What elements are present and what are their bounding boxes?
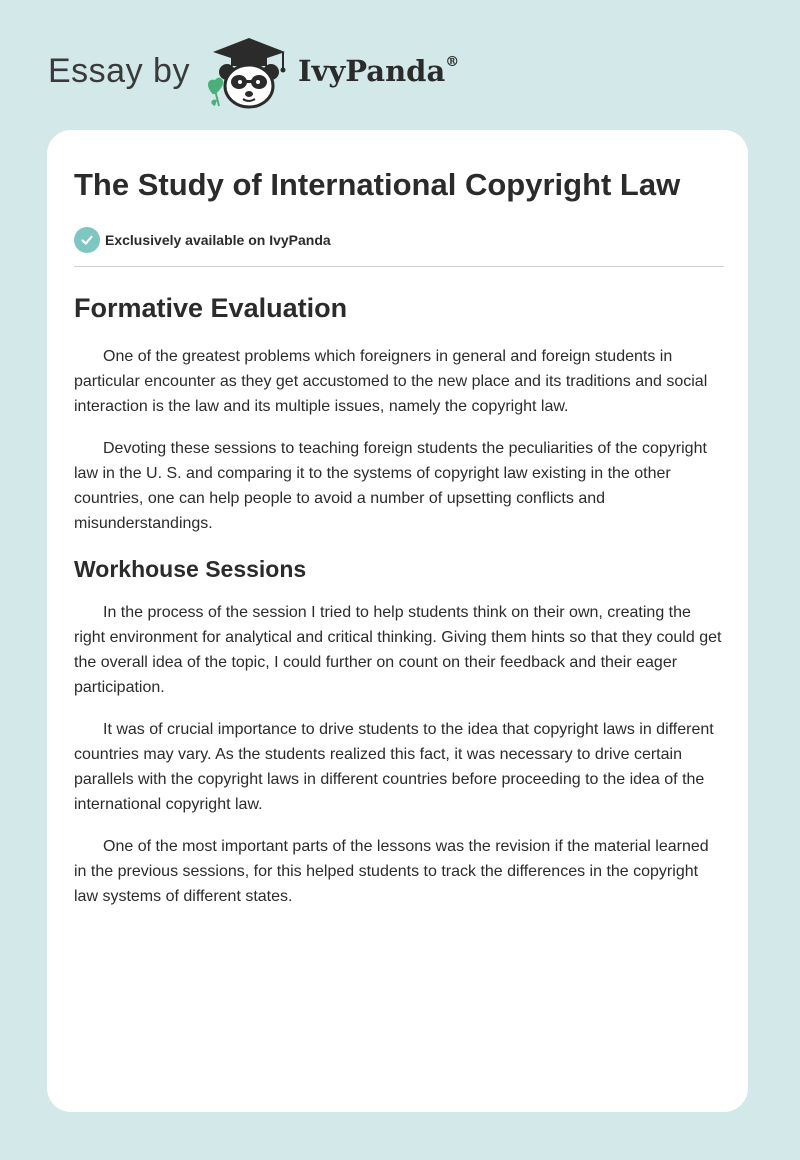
essay-card [47,130,748,1112]
paragraph: One of the greatest problems which foreigners in general and foreign students in particular encounter as they get accustomed to the new place and its traditions and social interaction is the law and its multiple issues, namely the copyright law. [74,348,708,415]
brand-name [298,54,459,88]
registered-mark: ® [445,54,460,71]
essay-by-label: Essay by [48,52,190,90]
section-heading-formative-evaluation: Formative Evaluation [74,293,348,323]
exclusive-badge [74,226,724,254]
paragraph: Devoting these sessions to teaching foreign students the peculiarities of the copyright law in the U. S. and comparing it to the systems of copyright law existing in the other countries, one can help people to avoid a number of upsetting conflicts and misunderstandings. [74,440,707,532]
section-heading-workhouse-sessions: Workhouse Sessions [74,556,307,582]
check-icon [74,227,100,253]
paragraph: One of the most important parts of the lessons was the revision if the material learned in the previous sessions, for this helped students to track the differences in the copyright law systems of different states. [74,838,709,905]
panda-graduate-icon [203,34,295,110]
brand-label: IvyPanda [298,54,446,88]
paragraph: In the process of the session I tried to help students think on their own, creating the right environment for analytical and critical thinking. Giving them hints so that they could get the overall idea of the topic, I could further on count on their feedback and their eager participation. [74,604,722,696]
site-header [48,34,508,114]
essay-title: The Study of International Copyright Law [74,167,681,202]
essay-content [74,130,724,909]
title-divider [74,266,724,267]
exclusive-badge-label: Exclusively available on IvyPanda [105,232,331,248]
paragraph: It was of crucial importance to drive students to the idea that copyright laws in different countries may vary. As the students realized this fact, it was necessary to drive certain parallels with the copyright laws in different countries before proceeding to the idea of the international copyright law. [74,721,714,813]
